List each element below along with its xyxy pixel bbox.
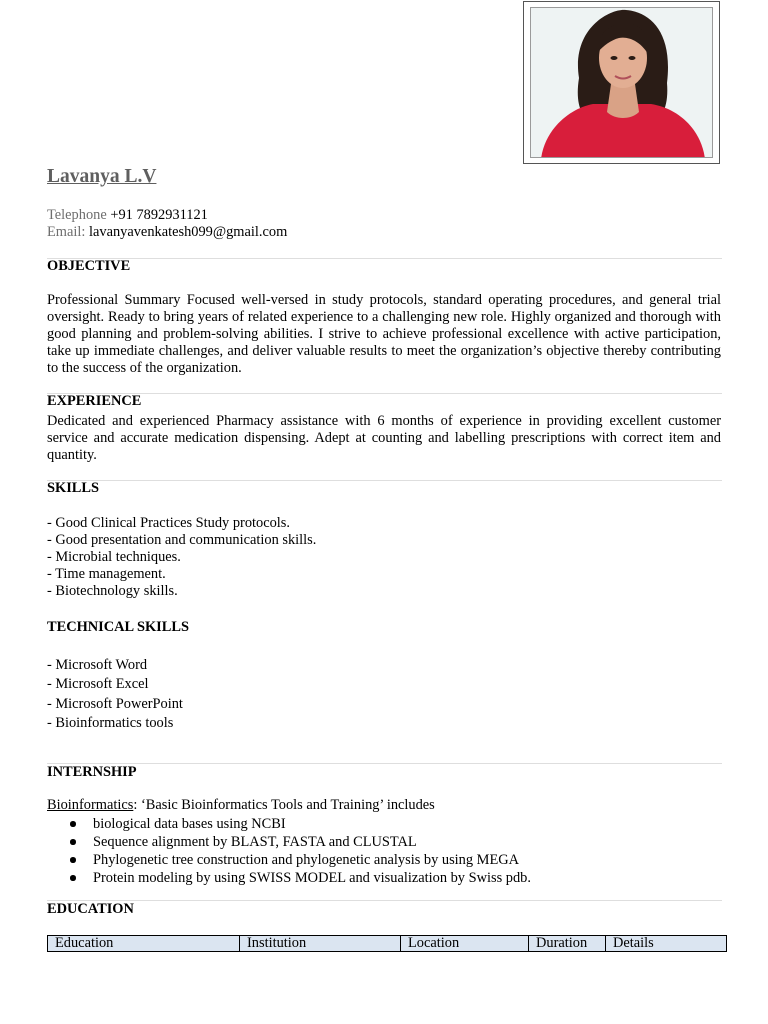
- list-item: - Time management.: [47, 566, 166, 582]
- section-divider: [47, 763, 722, 764]
- column-header: Education: [48, 936, 240, 952]
- list-item: - Bioinformatics tools: [47, 714, 174, 731]
- list-item: biological data bases using NCBI: [70, 815, 531, 833]
- column-header: Details: [606, 936, 727, 952]
- education-heading: EDUCATION: [47, 901, 134, 917]
- internship-intro: [47, 797, 435, 814]
- education-table: [47, 935, 727, 952]
- phone-label: Telephone: [47, 207, 107, 223]
- list-item: - Good presentation and communication skills.: [47, 532, 317, 548]
- list-item: - Microsoft PowerPoint: [47, 695, 183, 712]
- email-line: [47, 224, 287, 241]
- section-divider: [47, 480, 722, 481]
- column-header: Duration: [529, 936, 606, 952]
- skills-list: [47, 515, 316, 600]
- column-header: Institution: [240, 936, 401, 952]
- internship-heading: INTERNSHIP: [47, 764, 137, 780]
- profile-photo-image: [530, 7, 713, 158]
- candidate-name: Lavanya L.V: [47, 166, 157, 187]
- internship-field: Bioinformatics: [47, 797, 134, 813]
- technical-skills-list: [47, 656, 183, 733]
- phone-line: [47, 207, 208, 224]
- objective-heading: OBJECTIVE: [47, 258, 131, 274]
- list-item: Phylogenetic tree construction and phylogenetic analysis by using MEGA: [70, 851, 531, 869]
- list-item: - Microsoft Excel: [47, 676, 149, 693]
- section-divider: [47, 258, 722, 259]
- skills-heading: SKILLS: [47, 480, 99, 496]
- table-header-row: [48, 936, 727, 952]
- experience-heading: EXPERIENCE: [47, 393, 142, 409]
- list-item: - Microbial techniques.: [47, 549, 181, 565]
- internship-description: : ‘Basic Bioinformatics Tools and Training’ includes: [133, 797, 435, 813]
- profile-photo: [523, 1, 720, 164]
- list-item: - Biotechnology skills.: [47, 583, 178, 599]
- objective-text: Professional Summary Focused well-versed in study protocols, standard operating procedures, and general trial oversight. Ready to bring years of related experience to a challenging new role. Highly organized and thorough with good planning and problem-solving abilities. I strive to achieve professional excellence with active participation, take up immediate challenges, and deliver valuable results to meet the organization’s objective thereby contributing to the success of the organization.: [47, 292, 721, 376]
- phone-value: +91 7892931121: [110, 207, 208, 223]
- portrait-illustration: [531, 8, 713, 158]
- list-item: Protein modeling by using SWISS MODEL and visualization by Swiss pdb.: [70, 869, 531, 887]
- section-divider: [47, 900, 722, 901]
- email-value[interactable]: lavanyavenkatesh099@gmail.com: [88, 224, 288, 240]
- email-label: Email:: [47, 224, 86, 240]
- column-header: Location: [401, 936, 529, 952]
- section-divider: [47, 393, 722, 394]
- experience-text: Dedicated and experienced Pharmacy assistance with 6 months of experience in providing excellent customer service and accurate medication dispensing. Adept at counting and labelling prescriptions with correct item and quantity.: [47, 413, 721, 463]
- list-item: Sequence alignment by BLAST, FASTA and CLUSTAL: [70, 833, 531, 851]
- technical-skills-heading: TECHNICAL SKILLS: [47, 619, 189, 635]
- internship-topics: [70, 815, 531, 887]
- list-item: - Microsoft Word: [47, 657, 148, 673]
- list-item: - Good Clinical Practices Study protocols.: [47, 515, 291, 531]
